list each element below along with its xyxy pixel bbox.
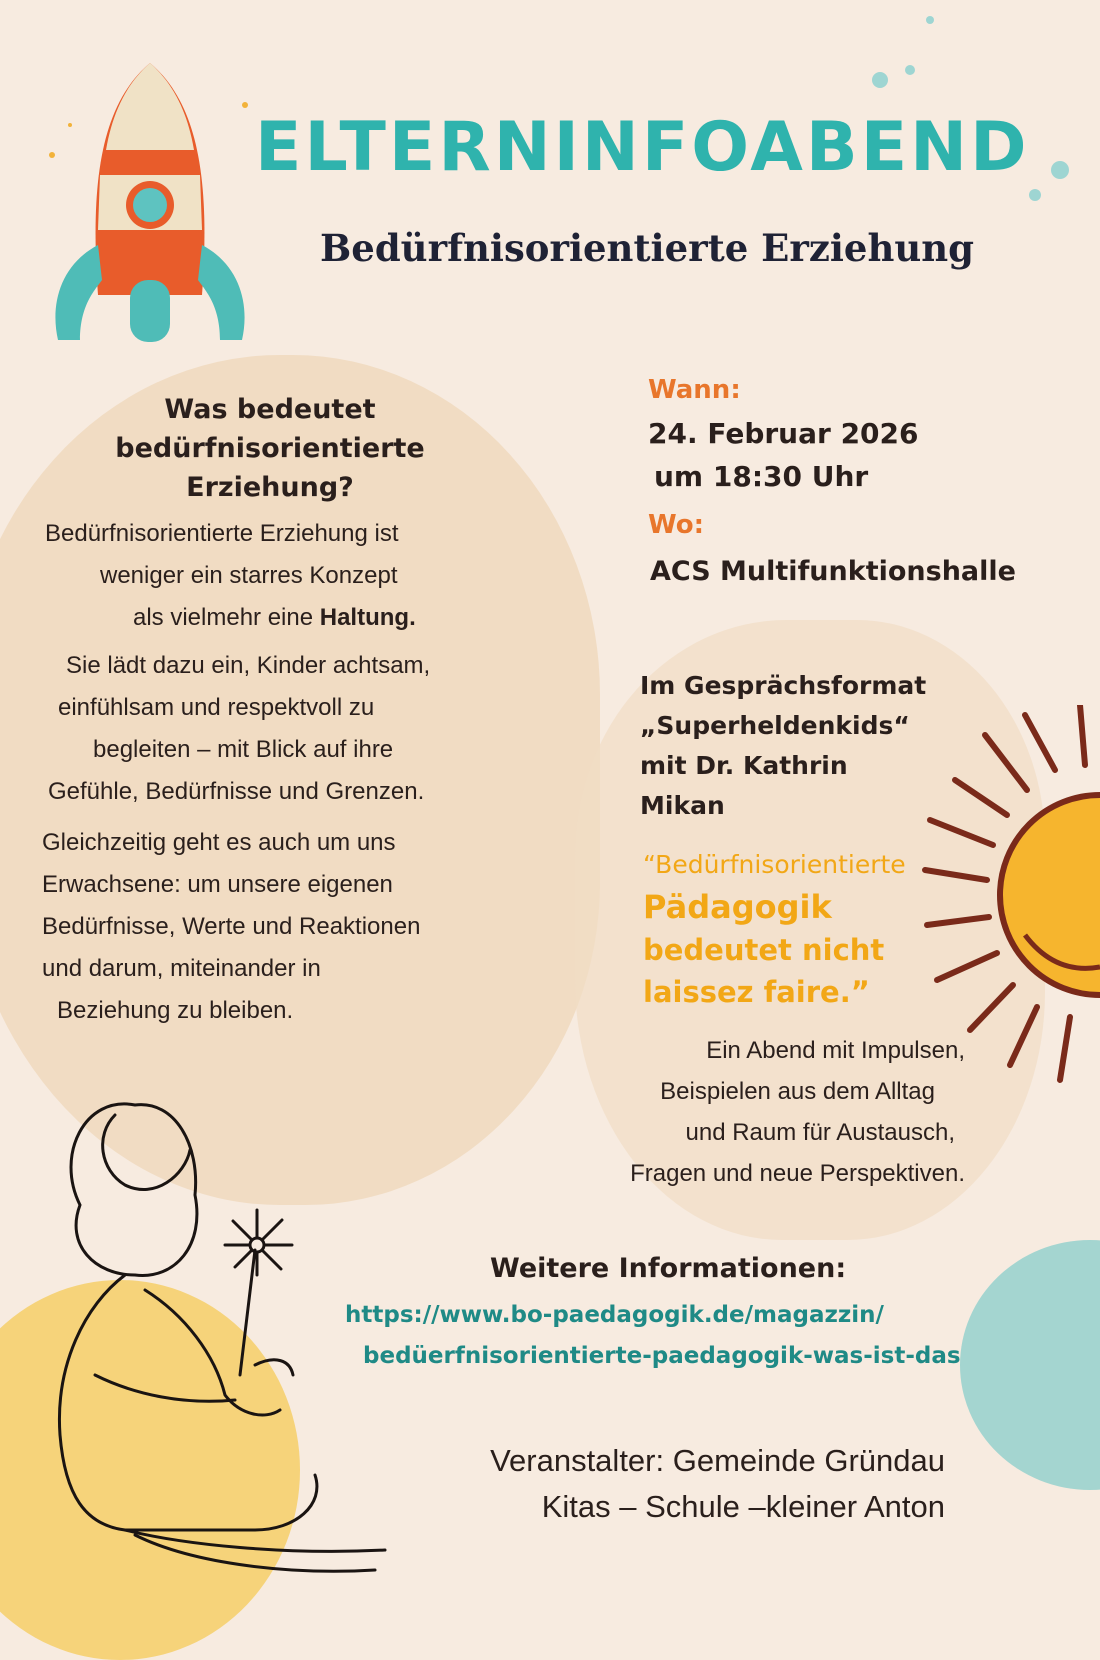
paragraph-line: einfühlsam und respektvoll zu xyxy=(58,694,375,721)
format-line: Mikan xyxy=(640,791,725,820)
rocket-icon xyxy=(40,55,260,355)
organizer-line: Kitas – Schule –kleiner Anton xyxy=(541,1489,945,1524)
when-label: Wann: xyxy=(648,375,741,405)
paragraph-line: Sie lädt dazu ein, Kinder achtsam, xyxy=(66,652,431,679)
talk-format xyxy=(640,666,926,826)
paragraph-line: Bedürfnisorientierte Erziehung ist xyxy=(45,520,399,547)
paragraph-line: begleiten – mit Blick auf ihre xyxy=(93,736,394,763)
paragraph-line: Erwachsene: um unsere eigenen xyxy=(42,871,393,898)
event-date: 24. Februar 2026 xyxy=(648,417,919,450)
paragraph-line: und darum, miteinander in xyxy=(42,955,321,982)
paragraph-line: Gefühle, Bedürfnisse und Grenzen. xyxy=(48,778,425,805)
paragraph-line: Gleichzeitig geht es auch um uns xyxy=(42,829,396,856)
where-label: Wo: xyxy=(648,510,705,540)
paragraph-1 xyxy=(45,513,416,639)
sun-icon xyxy=(915,705,1100,1085)
organizer-line: Veranstalter: Gemeinde Gründau xyxy=(490,1443,945,1478)
event-location: ACS Multifunktionshalle xyxy=(650,556,1016,587)
paragraph-line: weniger ein starres Konzept xyxy=(100,562,398,589)
paragraph-line: Bedürfnisse, Werte und Reaktionen xyxy=(42,913,421,940)
description-line: und Raum für Austausch, xyxy=(685,1119,955,1146)
heading-line: Was bedeutet xyxy=(164,394,376,425)
haltung-bold: Haltung. xyxy=(319,604,416,631)
quote-line: Pädagogik xyxy=(643,888,832,926)
page-subtitle: Bedürfnisorientierte Erziehung xyxy=(320,226,975,270)
info-link[interactable] xyxy=(345,1295,961,1377)
format-line: mit Dr. Kathrin xyxy=(640,751,848,780)
heading-line: bedürfnisorientierte xyxy=(115,433,425,464)
description-line: Fragen und neue Perspektiven. xyxy=(630,1160,965,1187)
page-title: ELTERNINFOABEND xyxy=(255,108,1030,187)
heading-line: Erziehung? xyxy=(186,472,354,503)
event-time: um 18:30 Uhr xyxy=(654,460,869,493)
quote xyxy=(643,845,906,1013)
paragraph-line: Beziehung zu bleiben. xyxy=(57,997,294,1024)
teal-watercolor-blob xyxy=(960,1240,1100,1490)
description-line: Beispielen aus dem Alltag xyxy=(660,1078,935,1105)
format-line: Im Gesprächsformat xyxy=(640,671,927,700)
paragraph-line xyxy=(45,597,416,639)
paragraph-3 xyxy=(42,822,420,1032)
more-info-heading: Weitere Informationen: xyxy=(490,1253,847,1284)
info-link-line[interactable]: bedüerfnisorientierte-paedagogik-was-ist-das xyxy=(363,1343,961,1369)
quote-line: bedeutet nicht xyxy=(643,933,885,967)
paragraph-2 xyxy=(48,645,430,813)
haltung-prefix: als vielmehr eine xyxy=(133,604,320,631)
quote-line: laissez faire.” xyxy=(643,975,870,1009)
event-date-time xyxy=(648,412,919,498)
organizer xyxy=(490,1438,945,1530)
evening-description xyxy=(630,1030,965,1194)
format-line: „Superheldenkids“ xyxy=(640,711,910,740)
info-link-line[interactable]: https://www.bo-paedagogik.de/magazzin/ xyxy=(345,1302,884,1328)
description-line: Ein Abend mit Impulsen, xyxy=(706,1037,965,1064)
question-heading xyxy=(60,390,480,507)
quote-line: “Bedürfnisorientierte xyxy=(643,850,906,879)
